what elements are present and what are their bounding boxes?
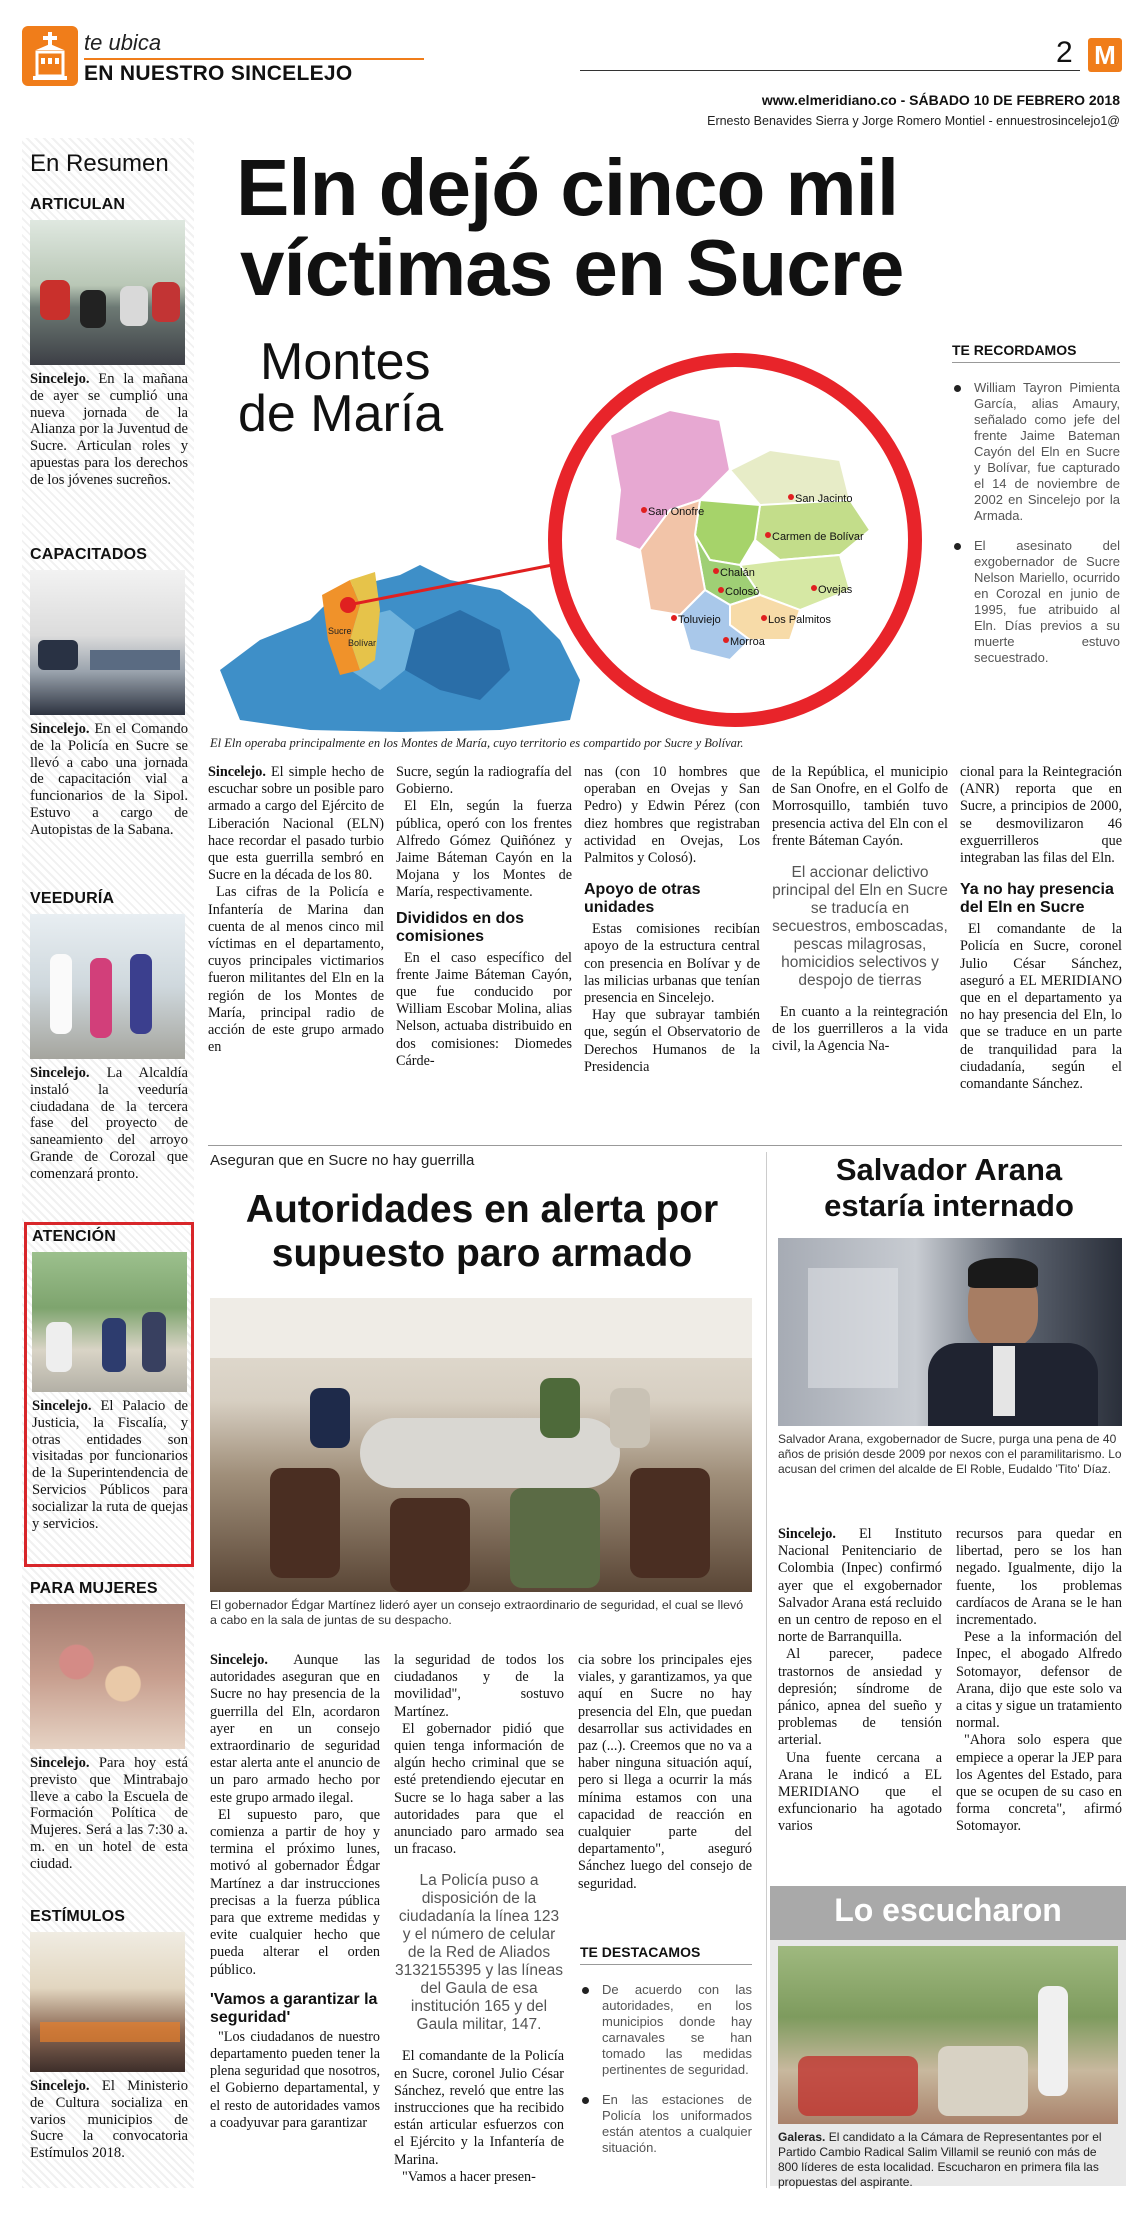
dateline: Sincelejo.	[778, 1526, 836, 1542]
list-item: William Tayron Pimienta García, alias Amaury, señalado como jefe del frente Jaime Bateman Cayón del Eln en Sucre y Bolívar, fue capturado el 14 de noviembre de 2002 en Sincelejo por la Armada.	[952, 380, 1120, 524]
section-title: EN NUESTRO SINCELEJO	[84, 62, 353, 85]
main-col-3	[584, 764, 760, 1076]
paragraph: En el caso específico del frente Jaime Báteman Cayón, que fue conducido por William Escobar Molina, alias Nelson, actuaba distribuido en dos comisiones: Diomedes Cárde-	[396, 949, 572, 1069]
paragraph: Una fuente cercana a Arana le indicó a EL MERIDIANO que el exfuncionario ha agotado varios	[778, 1749, 942, 1835]
map-label: Ovejas	[818, 584, 853, 596]
council-photo	[210, 1298, 752, 1592]
arana-photo-caption: Salvador Arana, exgobernador de Sucre, purga una pena de 40 años de prisión desde 2009 por nexos con el paramilitarismo. Lo acusan del crimen del alcalde de El Roble, Eudaldo 'Tito' Díaz.	[778, 1432, 1122, 1476]
section-kicker: te ubica	[84, 30, 162, 55]
sidebar-item-lead: Sincelejo.	[30, 721, 90, 737]
montes-de-maria-map	[200, 340, 930, 735]
brand-logo: M	[1088, 38, 1122, 72]
sidebar-item-label: CAPACITADOS	[30, 546, 148, 563]
mini-map-label: Bolívar	[348, 638, 377, 648]
list-item: De acuerdo con las autoridades, en los municipios donde hay carnavales se han tomado las medidas pertinentes de seguridad.	[580, 1982, 752, 2078]
map-title-line: de María	[238, 385, 444, 443]
main-col-1	[208, 764, 384, 1056]
map-label: San Onofre	[648, 506, 705, 518]
sidebar-item-text: El Palacio de Justicia, la Fiscalía, y otras entidades son visitadas por funcionarios de la Superintendencia de Servicios Públicos para socializar la ruta de quejas y servicios.	[32, 1398, 188, 1532]
paragraph: El simple hecho de escuchar sobre un posible paro armado a cargo del Ejército de Liberación Nacional (ELN) hace recordar el pasado turbio que esta guerrilla sembró en Sucre en la década de los 80.	[208, 764, 384, 884]
paragraph: recursos para quedar en libertad, pero se los han negado. Igualmente, dijo la fuente, los problemas cardíacos de Arana se le han incrementado.	[956, 1526, 1122, 1629]
list-item: En las estaciones de Policía los uniformados están atentos a cualquier situación.	[580, 2092, 752, 2156]
sidebar-item-label: ESTÍMULOS	[30, 1908, 126, 1925]
subhead: Apoyo de otras unidades	[584, 881, 701, 917]
site-date: www.elmeridiano.co - SÁBADO 10 DE FEBRERO 2018	[761, 92, 1120, 108]
escucharon-box	[770, 1886, 1126, 2189]
paragraph: Al parecer, padece trastornos de ansiedad y depresión; síndrome de pánico, apnea del sueño y problemas de tensión arterial.	[778, 1646, 942, 1749]
sidebar-item-text: El Ministerio de Cultura socializa en varios municipios de Sucre la convocatoria Estímulos 2018.	[30, 2078, 188, 2162]
story2-col-1	[210, 1652, 380, 2132]
paragraph: cional para la Reintegración (ANR) reporta que en Sucre, a principios de 2000, se desmovilizaron 46 exguerrilleros que integraban las filas del Eln.	[960, 764, 1122, 867]
dateline: Sincelejo.	[210, 1652, 268, 1668]
story2-headline	[208, 1188, 756, 1276]
headline-line: Salvador Arana	[835, 1152, 1063, 1187]
story2-col-3	[578, 1652, 752, 1893]
church-icon	[22, 26, 78, 86]
map-title-line: Montes	[260, 333, 431, 391]
sidebar-item-lead: Sincelejo.	[30, 1755, 90, 1771]
dateline: Sincelejo.	[208, 764, 266, 780]
sidebar-photo	[30, 1604, 185, 1749]
paragraph: la seguridad de todos los ciudadanos y de la movilidad", sostuvo Martínez.	[394, 1652, 564, 1720]
paragraph: nas (con 10 hombres que operaban en Ovejas y San Pedro) y Edwin Pérez (con diez hombres que registraban actividad en Ovejas, Los Palmitos y Colosó).	[584, 764, 760, 867]
paragraph: Las cifras de la Policía e Infantería de Marina dan cuenta de al menos cinco mil víctimas en el departamento, cuyos principales victimarios fueron militantes del Eln en la región de los Montes de María, principal radio de acción de este grupo armado en	[208, 884, 384, 1056]
map-label: Toluviejo	[678, 614, 721, 626]
paragraph: "Vamos a hacer presen-	[402, 2168, 536, 2185]
headline-line: Autoridades en alerta por	[245, 1188, 719, 1231]
map-label: Chalán	[720, 567, 755, 579]
main-col-5	[960, 764, 1122, 1093]
recordamos-rule	[952, 362, 1120, 363]
sidebar-photo	[32, 1252, 187, 1392]
sidebar-item-capacitados	[30, 546, 188, 839]
recordamos-title: TE RECORDAMOS	[952, 342, 1077, 358]
sidebar-item-estimulos	[30, 1908, 188, 2162]
section-divider	[208, 1145, 1122, 1146]
main-col-2	[396, 764, 572, 1070]
paragraph: cia sobre los principales ejes viales, y garantizamos, ya que aquí en Sucre no hay presencia del Eln, que puedan desarrollar sus actividades en paz (...). Creemos que no va a haber ninguna situación aquí, pero si llega a ocurrir la más mínima estamos con una capacidad de reacción en cualquier parte del departamento", aseguró Sánchez luego del consejo de seguridad.	[578, 1652, 752, 1892]
story3-col-1	[778, 1526, 942, 1836]
caption-text: El candidato a la Cámara de Representantes por el Partido Cambio Radical Salim Villamil se reunió con más de 800 líderes de esta localidad. Escucharon en primera fila las propuestas del aspirante.	[778, 2130, 1102, 2189]
map-label: Colosó	[725, 586, 760, 598]
recordamos-list	[952, 380, 1120, 680]
paragraph: El supuesto paro, que comienza a partir de hoy y termina el próximo lunes, motivó al gobernador Édgar Martínez a dar instrucciones precisas a la fuerza pública para que extreme medidas y evite cualquier hecho que pueda alterar el orden público.	[210, 1806, 380, 1978]
paragraph: "Los ciudadanos de nuestro departamento pueden tener la plena seguridad que nosotros, el Gobierno departamental, y el resto de autoridades vamos a coadyuvar para garantizar	[210, 2028, 380, 2131]
story2-kicker: Aseguran que en Sucre no hay guerrilla	[210, 1152, 475, 1169]
map-label: Morroa	[730, 636, 765, 648]
paragraph: Pese a la información del Inpec, el abogado Alfredo Sotomayor, defensor de Arana, dijo que este solo va a citas y sigue un tratamiento normal.	[956, 1629, 1122, 1732]
sidebar-item-text: La Alcaldía instaló la veeduría ciudadana de la tercera fase del proyecto de saneamiento del arroyo Grande de Corozal que comenzará pronto.	[30, 1065, 188, 1182]
paragraph: Sucre, según la radiografía del Gobierno.	[396, 764, 572, 798]
sidebar-item-articulan	[30, 196, 188, 489]
map-caption: El Eln operaba principalmente en los Montes de María, cuyo territorio es compartido por Sucre y Bolívar.	[210, 736, 744, 750]
sidebar-photo	[30, 1932, 185, 2072]
sidebar-item-mujeres	[30, 1580, 188, 1873]
sidebar-photo	[30, 570, 185, 715]
destacamos-rule	[580, 1964, 752, 1965]
page-number: 2	[1056, 36, 1073, 69]
sidebar-item-lead: Sincelejo.	[32, 1398, 92, 1414]
sidebar-item-text: En el Comando de la Policía en Sucre se llevó a cabo una jornada de capacitación vial a funcionarios de la Sipol. Estuvo a cargo de Autopistas de la Sabana.	[30, 721, 188, 838]
headline-line: supuesto paro armado	[271, 1232, 693, 1275]
council-photo-caption: El gobernador Édgar Martínez lideró ayer un consejo extraordinario de seguridad, el cual se llevó a cabo en la sala de juntas de su despacho.	[210, 1598, 744, 1627]
story3-col-2	[956, 1526, 1122, 1836]
sidebar-photo	[30, 220, 185, 365]
sidebar-item-lead: Sincelejo.	[30, 2078, 90, 2094]
map-label: San Jacinto	[795, 493, 853, 505]
main-headline	[236, 143, 1116, 312]
main-col-4	[772, 764, 948, 1056]
pull-quote: El accionar delictivo principal del Eln en Sucre se traducía en secuestros, emboscadas, pescas milagrosas, homicidios selectivos y despojo de tierras	[772, 864, 948, 990]
map-label: Los Palmitos	[768, 614, 831, 626]
destacamos-list	[580, 1982, 752, 2170]
sidebar-item-text: En la mañana de ayer se cumplió una nueva jornada de la Alianza por la Juventud de Sucre. Articulan roles y apuestas para los derechos de los jóvenes sucreños.	[30, 371, 188, 488]
pull-quote: La Policía puso a disposición de la ciudadanía la línea 123 y el número de celular de la Red de Aliados 3132155395 y las líneas del Gaula de esa institución 165 y del Gaula militar, 147.	[394, 1872, 564, 2034]
sidebar-item-lead: Sincelejo.	[30, 371, 90, 387]
sidebar-item-text: Para hoy está previsto que Mintrabajo lleve a cabo la Escuela de Formación Política de Mujeres. Será a las 7:30 a. m. en un hotel de esta ciudad.	[30, 1755, 188, 1872]
sidebar-item-label: PARA MUJERES	[30, 1580, 158, 1597]
subhead: 'Vamos a garantizar la seguridad'	[210, 1990, 378, 2026]
kicker-rule	[84, 58, 424, 60]
paragraph: El comandante de la Policía en Sucre, coronel Julio César Sánchez, reveló que entre las instrucciones que ha recibido están articular esfuerzos con el Ejército y la Infantería de Marina.	[394, 2048, 564, 2168]
sidebar-item-atencion	[32, 1228, 188, 1532]
paragraph: El Eln, según la fuerza pública, operó con los frentes Alfredo Gómez Quiñónez y Jaime Báteman Cayón en la Mojana y los Montes de María, respectivamente.	[396, 798, 572, 901]
authors: Ernesto Benavides Sierra y Jorge Romero Montiel - ennuestrosincelejo1@	[707, 114, 1120, 128]
headline-line: estaría internado	[824, 1188, 1074, 1223]
escucharon-title: Lo escucharon	[834, 1892, 1062, 1928]
sidebar-item-veeduria	[30, 890, 188, 1183]
story3-headline	[776, 1152, 1122, 1224]
story2-col-2	[394, 1652, 564, 2186]
paragraph: En cuanto a la reintegración de los guerrilleros a la vida civil, la Agencia Na-	[772, 1004, 948, 1055]
paragraph: Aunque las autoridades aseguran que en Sucre no hay presencia de la guerrilla del Eln, acordaron ayer en un consejo extraordinario de seguridad estar alerta ante el anuncio de un paro armado hecho por este grupo armado ilegal.	[210, 1652, 380, 1806]
sidebar-item-lead: Sincelejo.	[30, 1065, 90, 1081]
section-logo	[22, 26, 78, 86]
map-label: Carmen de Bolívar	[772, 531, 864, 543]
column-divider	[766, 1152, 767, 2188]
paragraph: El gobernador pidió que quien tenga información de algún hecho criminal que se esté pretendiendo ejecutar en Sucre se lo haga saber a las autoridades para que el anunciado paro armado sea un fracaso.	[394, 1720, 564, 1858]
sidebar-item-label: ARTICULAN	[30, 196, 126, 213]
paragraph: Estas comisiones recibían apoyo de la estructura central con presencia en Bolívar y de las milicias urbanas que tenían presencia en Sincelejo.	[584, 921, 760, 1007]
destacamos-title: TE DESTACAMOS	[580, 1944, 701, 1960]
header-rule	[580, 70, 1080, 71]
sidebar-title: En Resumen	[30, 150, 169, 177]
sidebar-item-label: VEEDURÍA	[30, 890, 115, 907]
sidebar-item-label: ATENCIÓN	[32, 1228, 116, 1245]
paragraph: El Instituto Nacional Penitenciario de Colombia (Inpec) confirmó ayer que el exgobernador Salvador Arana está recluido en un centro de reposo en el norte de Barranquilla.	[778, 1526, 942, 1646]
paragraph: "Ahora solo espera que empiece a operar la JEP para los Agentes del Estado, para que se ocupen de su caso en forma concreta", afirmó Sotomayor.	[956, 1732, 1122, 1835]
escucharon-photo	[778, 1946, 1118, 2124]
subhead: Ya no hay presencia del Eln en Sucre	[960, 881, 1114, 917]
paragraph: de la República, el municipio de San Onofre, en el Golfo de Morrosquillo, también tuvo presencia activa del Eln con el frente Báteman Cayón.	[772, 764, 948, 849]
paragraph: El comandante de la Policía en Sucre, coronel Julio César Sánchez, aseguró a EL MERIDIANO que en el departamento ya no hay presencia del Eln, lo que se traduce en un parte de tranquilidad para la ciudadanía, según el comandante Sánchez.	[960, 921, 1122, 1093]
sidebar-photo	[30, 914, 185, 1059]
arana-photo	[778, 1238, 1122, 1426]
escucharon-caption	[778, 2130, 1118, 2190]
headline-line: Eln dejó cinco mil	[236, 143, 899, 232]
mini-map-label: Sucre	[328, 626, 352, 636]
paragraph: Hay que subrayar también que, según el Observatorio de Derechos Humanos de la Presidencia	[584, 1007, 760, 1075]
subhead: Divididos en dos comisiones	[396, 909, 525, 945]
list-item: El asesinato del exgobernador de Sucre Nelson Mariello, ocurrido en Corozal en junio de 1995, fue atribuido al Eln. Días previos a su muerte estuvo secuestrado.	[952, 538, 1120, 666]
headline-line: víctimas en Sucre	[240, 223, 904, 312]
dateline: Galeras.	[778, 2130, 826, 2144]
